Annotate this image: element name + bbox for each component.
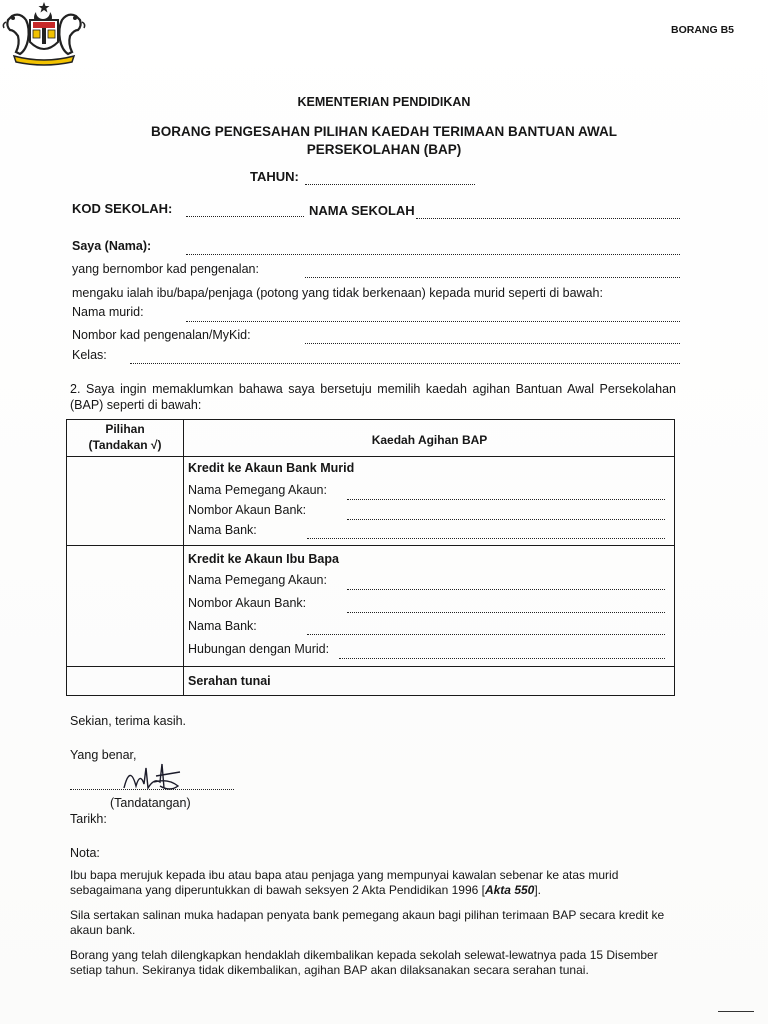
form-title-line-1: BORANG PENGESAHAN PILIHAN KAEDAH TERIMAAN BANTUAN AWAL bbox=[150, 124, 617, 139]
form-code: BORANG B5 bbox=[670, 24, 734, 36]
class-field[interactable] bbox=[130, 363, 680, 364]
applicant-name-field[interactable] bbox=[186, 254, 680, 255]
option-parent-account-title: Kredit ke Akaun Ibu Bapa bbox=[188, 552, 339, 566]
note-2: Sila sertakan salinan muka hadapan penyata bank pemegang akaun bagi pilihan terimaan BAP secara kredit ke akaun bank. bbox=[70, 908, 665, 937]
choice-cell-parent-account[interactable] bbox=[67, 546, 182, 666]
parent-bank-name-field[interactable] bbox=[307, 634, 665, 635]
notes-heading: Nota: bbox=[70, 846, 100, 860]
student-ic-field[interactable] bbox=[305, 343, 680, 344]
school-code-label: KOD SEKOLAH: bbox=[72, 201, 173, 216]
year-label: TAHUN: bbox=[250, 169, 299, 184]
student-bank-name-field[interactable] bbox=[307, 538, 665, 539]
option-cash-title: Serahan tunai bbox=[188, 674, 271, 688]
ministry-name: KEMENTERIAN PENDIDIKAN bbox=[297, 95, 471, 109]
student-account-holder-field[interactable] bbox=[347, 499, 665, 500]
student-account-holder-label: Nama Pemegang Akaun: bbox=[188, 483, 327, 497]
parent-account-number-label: Nombor Akaun Bank: bbox=[188, 596, 307, 610]
relationship-field[interactable] bbox=[339, 658, 665, 659]
applicant-name-label: Saya (Nama): bbox=[72, 239, 152, 253]
note-3: Borang yang telah dilengkapkan hendaklah dikembalikan kepada sekolah selewat-lewatnya pada 15 Disember setiap tahun. Sekiranya tidak dikembalikan, agihan BAP akan dilaksanakan secara serahan tunai. bbox=[70, 948, 658, 977]
table-column-divider bbox=[183, 420, 184, 695]
choice-column-header: Pilihan bbox=[105, 422, 145, 436]
applicant-ic-label: yang bernombor kad pengenalan: bbox=[72, 262, 259, 276]
class-label: Kelas: bbox=[72, 348, 107, 362]
date-label: Tarikh: bbox=[70, 812, 107, 826]
choice-cell-student-account[interactable] bbox=[67, 457, 182, 545]
signature-line[interactable] bbox=[70, 789, 234, 790]
school-code-field[interactable] bbox=[186, 216, 304, 217]
student-account-number-field[interactable] bbox=[347, 519, 665, 520]
guardian-statement: mengaku ialah ibu/bapa/penjaga (potong yang tidak berkenaan) kepada murid seperti di bawah: bbox=[72, 286, 603, 300]
parent-account-holder-label: Nama Pemegang Akaun: bbox=[188, 573, 327, 587]
parent-account-holder-field[interactable] bbox=[347, 589, 665, 590]
parent-account-number-field[interactable] bbox=[347, 612, 665, 613]
student-bank-name-label: Nama Bank: bbox=[188, 523, 257, 537]
relationship-label: Hubungan dengan Murid: bbox=[188, 642, 330, 656]
malaysia-crest-icon bbox=[0, 0, 88, 66]
signature-icon bbox=[120, 758, 184, 798]
student-account-number-label: Nombor Akaun Bank: bbox=[188, 503, 307, 517]
applicant-ic-field[interactable] bbox=[305, 277, 680, 278]
option-student-account-title: Kredit ke Akaun Bank Murid bbox=[188, 461, 355, 475]
note-1-text: Ibu bapa merujuk kepada ibu atau bapa atau penjaga yang mempunyai kawalan sebenar ke atas murid sebagaimana yang diperuntukkan di bawah seksyen 2 Akta Pendidikan 1996 [ bbox=[70, 868, 619, 897]
closing-thanks: Sekian, terima kasih. bbox=[70, 714, 187, 728]
note-1-end: ]. bbox=[534, 883, 542, 897]
student-name-label: Nama murid: bbox=[72, 305, 144, 319]
closing-sincerely: Yang benar, bbox=[70, 748, 137, 762]
student-ic-label: Nombor kad pengenalan/MyKid: bbox=[72, 328, 251, 342]
note-1 bbox=[70, 868, 674, 898]
student-name-field[interactable] bbox=[186, 321, 680, 322]
selection-paragraph: 2. Saya ingin memaklumkan bahawa saya bersetuju memilih kaedah agihan Bantuan Awal Persekolahan (BAP) seperti di bawah: bbox=[70, 382, 676, 412]
parent-bank-name-label: Nama Bank: bbox=[188, 619, 257, 633]
form-title-line-2: PERSEKOLAHAN (BAP) bbox=[306, 142, 462, 157]
footer-mark bbox=[718, 1011, 754, 1012]
note-1-act: Akta 550 bbox=[484, 883, 535, 897]
year-field[interactable] bbox=[305, 184, 475, 185]
school-name-field[interactable] bbox=[416, 218, 680, 219]
choice-cell-cash[interactable] bbox=[67, 667, 182, 695]
signature-label: (Tandatangan) bbox=[110, 796, 191, 810]
bap-method-table bbox=[66, 419, 675, 696]
method-column-header: Kaedah Agihan BAP bbox=[371, 433, 488, 447]
choice-column-subheader: (Tandakan √) bbox=[88, 438, 162, 452]
school-name-label: NAMA SEKOLAH bbox=[309, 203, 415, 218]
